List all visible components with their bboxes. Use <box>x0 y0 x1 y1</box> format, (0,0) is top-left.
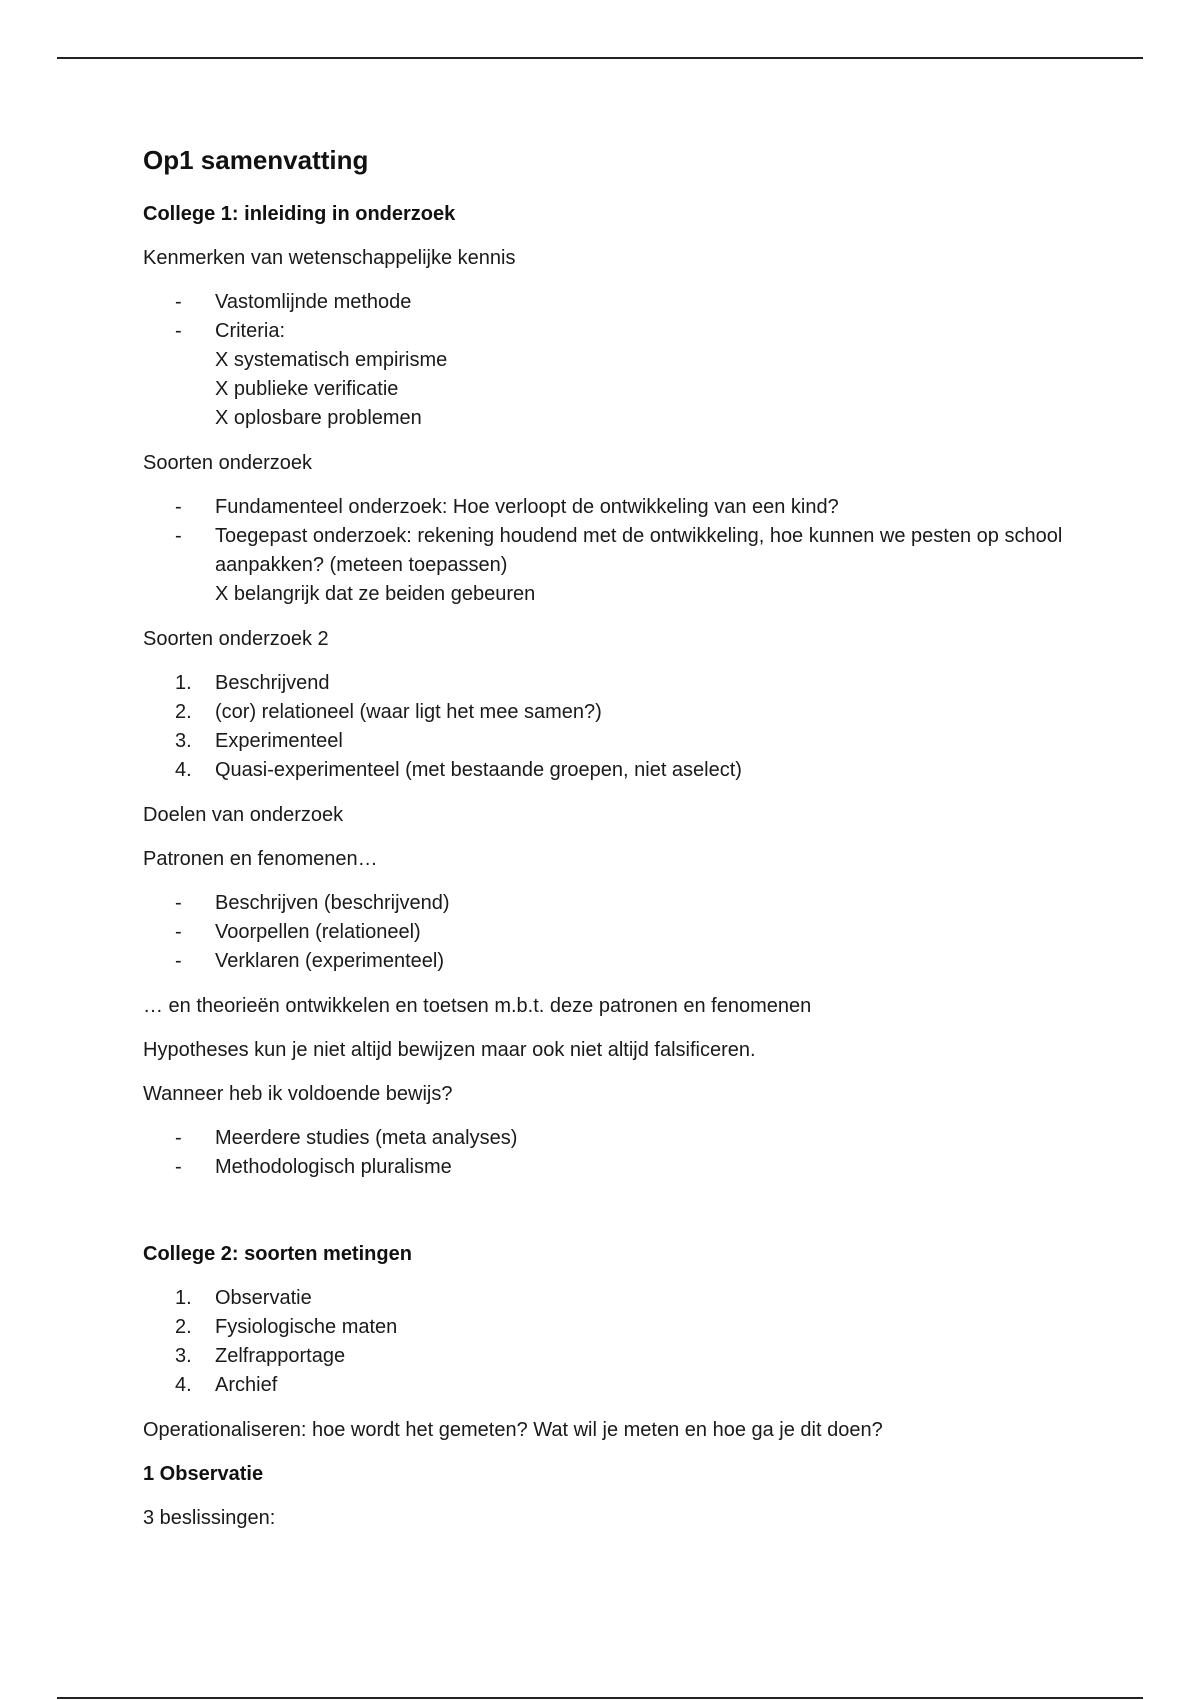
list-item <box>143 1371 1083 1400</box>
bewijs-label: Wanneer heb ik voldoende bewijs? <box>143 1083 453 1105</box>
list-item-text: Quasi-experimenteel (met bestaande groepen, niet aselect) <box>215 759 742 781</box>
document-page <box>143 140 1083 1548</box>
list-marker: 3. <box>175 730 192 752</box>
list-item-text: Fysiologische maten <box>215 1316 398 1338</box>
list-item-text: Methodologisch pluralisme <box>215 1156 452 1178</box>
list-item <box>143 698 1083 727</box>
metingen-list <box>143 1284 1083 1400</box>
list-item <box>143 1342 1083 1371</box>
list-marker: - <box>175 892 182 914</box>
patronen-label: Patronen en fenomenen… <box>143 848 378 870</box>
list-item <box>143 1124 1083 1153</box>
list-subitem: X publieke verificatie <box>215 378 399 400</box>
operationaliseren-text: Operationaliseren: hoe wordt het gemeten? Wat wil je meten en hoe ga je dit doen? <box>143 1419 883 1441</box>
list-item-text: (cor) relationeel (waar ligt het mee samen?) <box>215 701 602 723</box>
list-item-text: Experimenteel <box>215 730 343 752</box>
list-marker: - <box>175 291 182 313</box>
theorieen-text: … en theorieën ontwikkelen en toetsen m.b.t. deze patronen en fenomenen <box>143 995 812 1017</box>
list-marker: - <box>175 1156 182 1178</box>
list-subitem: X systematisch empirisme <box>215 349 448 371</box>
list-item <box>143 1153 1083 1182</box>
list-item-text: Verklaren (experimenteel) <box>215 950 444 972</box>
list-marker: - <box>175 1127 182 1149</box>
list-item <box>143 889 1083 918</box>
soorten-onderzoek-2-list <box>143 669 1083 785</box>
kenmerken-label: Kenmerken van wetenschappelijke kennis <box>143 247 516 269</box>
list-subitem: X oplosbare problemen <box>215 407 422 429</box>
list-item <box>143 493 1083 522</box>
list-marker: 1. <box>175 672 192 694</box>
list-item <box>143 669 1083 698</box>
list-subitem: X belangrijk dat ze beiden gebeuren <box>215 583 536 605</box>
list-marker: 4. <box>175 1374 192 1396</box>
kenmerken-list <box>143 288 1083 433</box>
list-marker: 2. <box>175 1316 192 1338</box>
list-marker: - <box>175 525 182 547</box>
soorten-onderzoek-list <box>143 493 1083 609</box>
list-item-text: Beschrijvend <box>215 672 330 694</box>
list-marker: 4. <box>175 759 192 781</box>
header-rule <box>57 57 1143 59</box>
list-item <box>143 1284 1083 1313</box>
list-item <box>143 947 1083 976</box>
list-item <box>143 918 1083 947</box>
list-item-text: Fundamenteel onderzoek: Hoe verloopt de ontwikkeling van een kind? <box>215 496 839 518</box>
list-item-text: Criteria: <box>215 320 286 342</box>
list-marker: - <box>175 496 182 518</box>
list-item <box>143 522 1083 609</box>
list-item <box>143 317 1083 433</box>
list-item <box>143 288 1083 317</box>
list-marker: - <box>175 921 182 943</box>
list-item-text: Observatie <box>215 1287 312 1309</box>
list-item-text: Vastomlijnde methode <box>215 291 412 313</box>
list-item-text: Zelfrapportage <box>215 1345 346 1367</box>
doelen-label: Doelen van onderzoek <box>143 804 344 826</box>
list-item <box>143 1313 1083 1342</box>
list-marker: 3. <box>175 1345 192 1367</box>
list-item-text: Toegepast onderzoek: rekening houdend met de ontwikkeling, hoe kunnen we pesten op school aanpakken? (meteen toepassen) <box>215 525 1063 576</box>
list-item <box>143 727 1083 756</box>
hypotheses-text: Hypotheses kun je niet altijd bewijzen maar ook niet altijd falsificeren. <box>143 1039 756 1061</box>
observatie-heading: 1 Observatie <box>143 1463 264 1485</box>
bewijs-list <box>143 1124 1083 1182</box>
list-item <box>143 756 1083 785</box>
soorten-onderzoek-label: Soorten onderzoek <box>143 452 313 474</box>
list-item-text: Voorpellen (relationeel) <box>215 921 421 943</box>
soorten-onderzoek-2-label: Soorten onderzoek 2 <box>143 628 329 650</box>
list-marker: 2. <box>175 701 192 723</box>
list-marker: - <box>175 320 182 342</box>
list-item-text: Archief <box>215 1374 278 1396</box>
list-marker: - <box>175 950 182 972</box>
list-item-text: Beschrijven (beschrijvend) <box>215 892 450 914</box>
college1-heading: College 1: inleiding in onderzoek <box>143 203 456 225</box>
patronen-list <box>143 889 1083 976</box>
list-item-text: Meerdere studies (meta analyses) <box>215 1127 518 1149</box>
list-marker: 1. <box>175 1287 192 1309</box>
footer-rule <box>57 1697 1143 1699</box>
college2-heading: College 2: soorten metingen <box>143 1243 412 1265</box>
document-title: Op1 samenvatting <box>143 145 369 175</box>
section-gap <box>143 1198 1083 1240</box>
beslissingen-text: 3 beslissingen: <box>143 1507 276 1529</box>
